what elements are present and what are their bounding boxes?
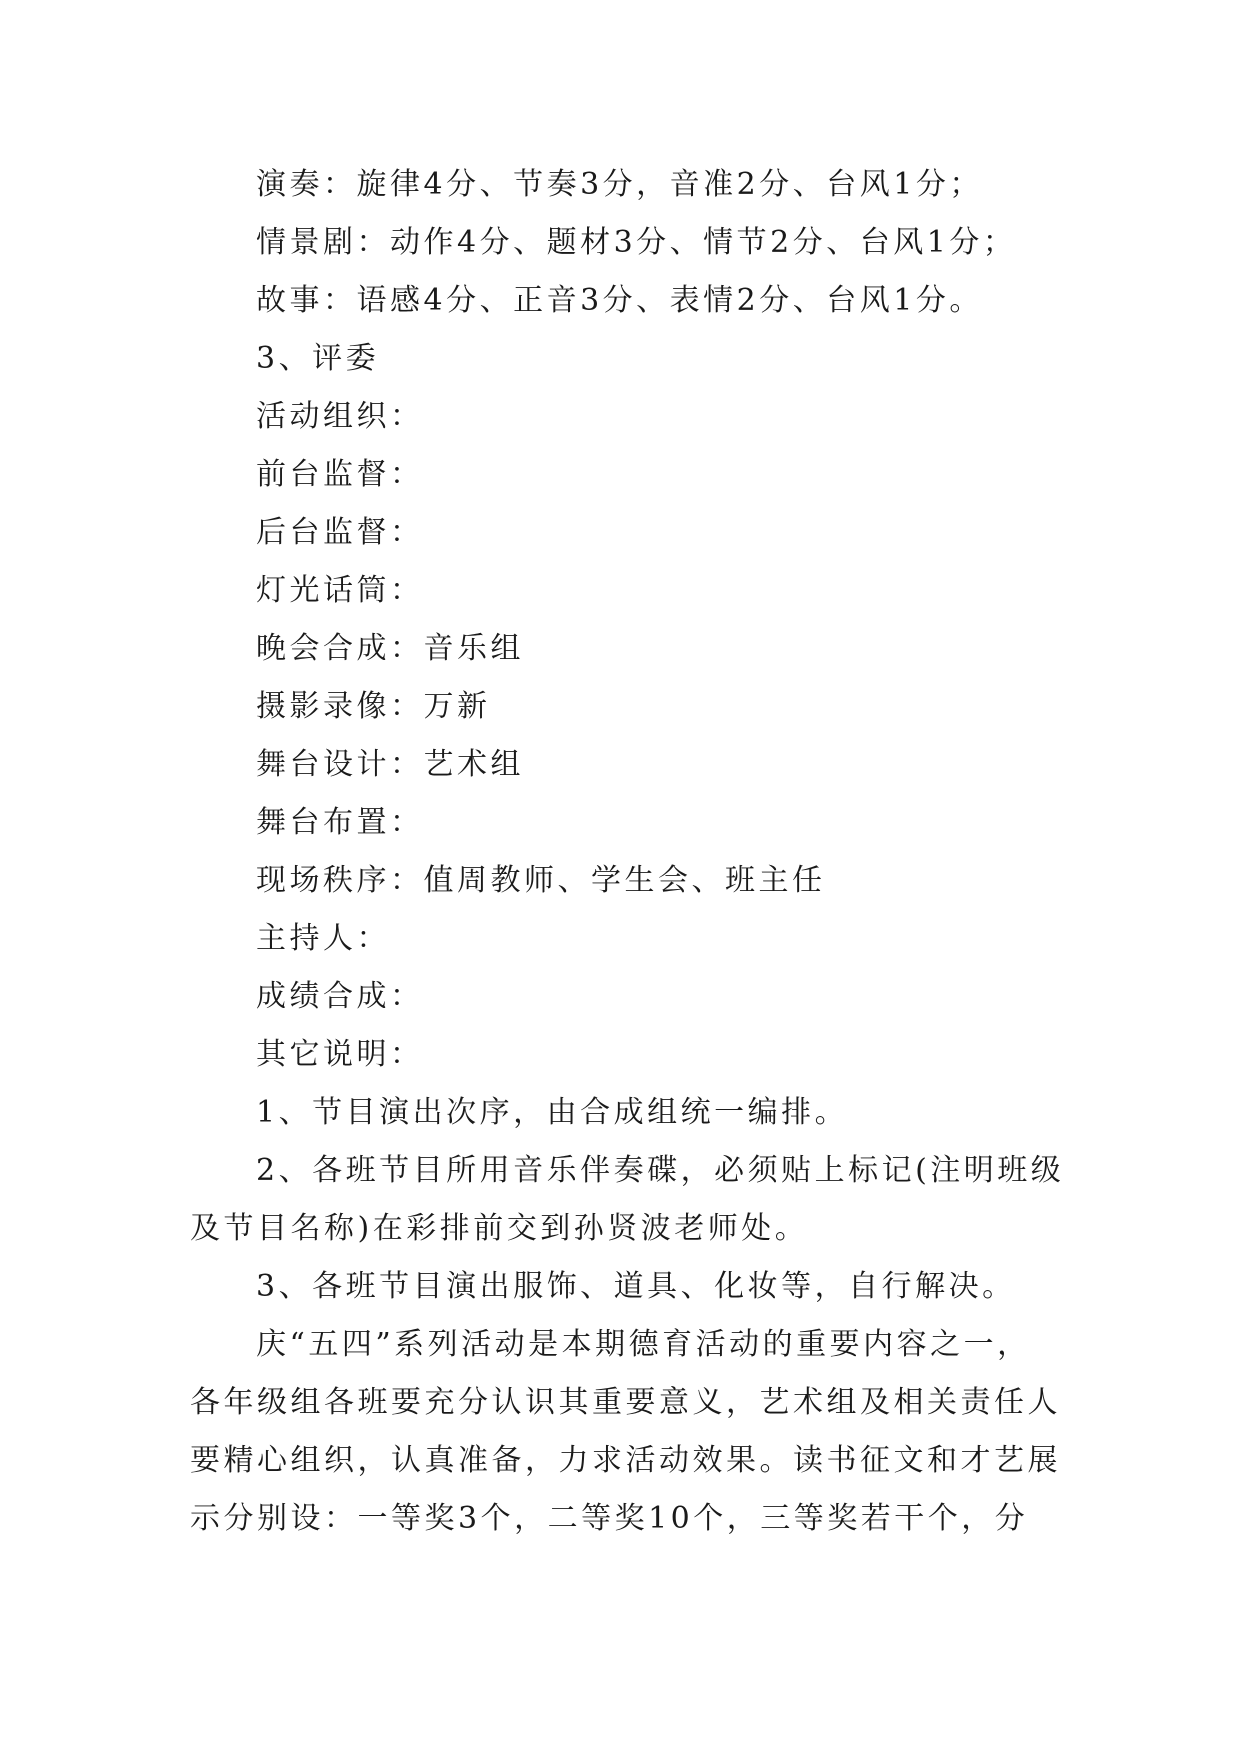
text-line: 3、各班节目演出服饰、道具、化妆等，自行解决。 [256, 1269, 1016, 1304]
text-line: 要精心组织，认真准备，力求活动效果。读书征文和才艺展 [190, 1443, 1061, 1478]
text-line: 示分别设：一等奖3个，二等奖10个，三等奖若干个，分 [190, 1501, 1029, 1536]
text-line: 舞台设计：艺术组 [256, 747, 524, 782]
text-line: 晚会合成：音乐组 [256, 631, 524, 666]
text-line: 2、各班节目所用音乐伴奏碟，必须贴上标记(注明班级 [256, 1153, 1065, 1188]
text-line: 活动组织： [256, 399, 424, 434]
text-line: 情景剧：动作4分、题材3分、情节2分、台风1分； [256, 225, 1017, 260]
text-line: 前台监督： [256, 457, 424, 492]
text-line: 成绩合成： [256, 979, 424, 1014]
text-line: 及节目名称)在彩排前交到孙贤波老师处。 [190, 1211, 809, 1246]
text-line: 演奏：旋律4分、节奏3分，音准2分、台风1分； [256, 167, 983, 202]
section-heading: 3、评委 [256, 341, 380, 376]
text-line: 摄影录像：万新 [256, 689, 491, 724]
text-line: 1、节目演出次序，由合成组统一编排。 [256, 1095, 849, 1130]
text-line: 现场秩序：值周教师、学生会、班主任 [256, 863, 826, 898]
text-line: 故事：语感4分、正音3分、表情2分、台风1分。 [256, 283, 983, 318]
text-line: 各年级组各班要充分认识其重要意义，艺术组及相关责任人 [190, 1385, 1061, 1420]
text-line: 后台监督： [256, 515, 424, 550]
text-line: 其它说明： [256, 1037, 424, 1072]
text-line: 主持人： [256, 921, 390, 956]
text-line: 庆“五四”系列活动是本期德育活动的重要内容之一， [256, 1327, 1031, 1362]
text-line: 舞台布置： [256, 805, 424, 840]
text-line: 灯光话筒： [256, 573, 424, 608]
